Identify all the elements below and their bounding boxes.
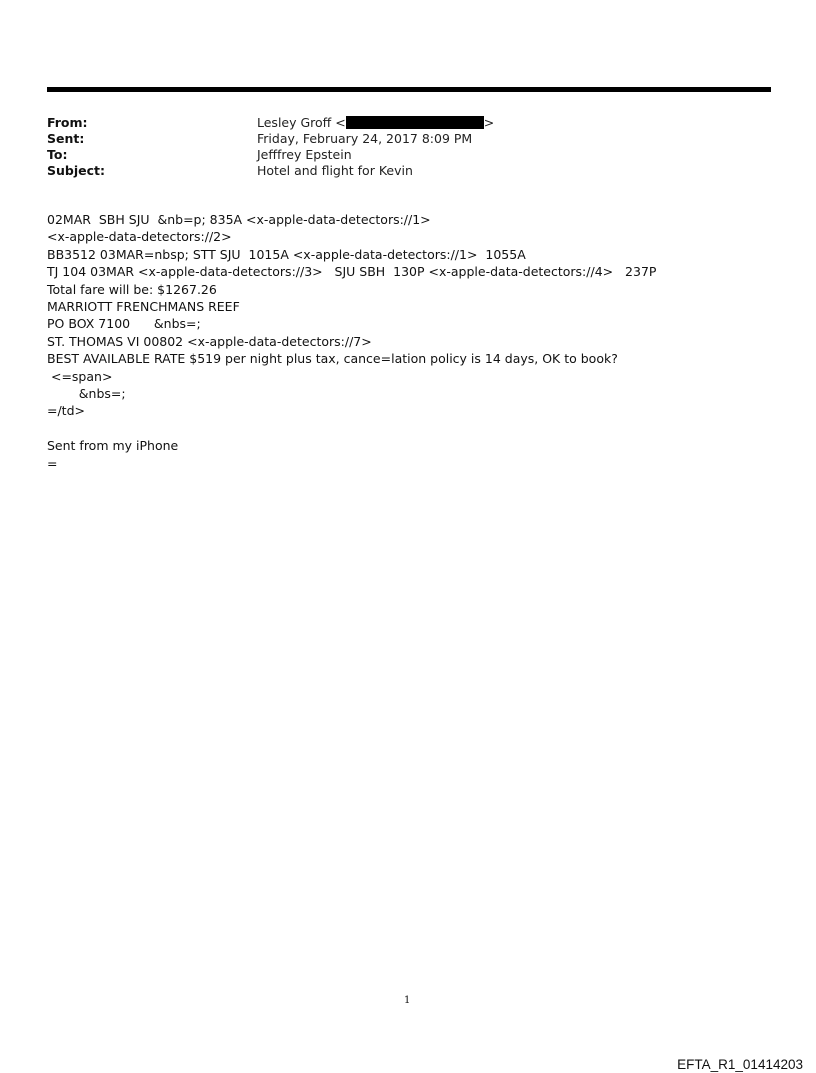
from-label: From: <box>47 115 88 130</box>
body-line: &nbs=; <box>47 386 126 402</box>
body-line: Sent from my iPhone <box>47 438 179 454</box>
header-divider <box>47 87 771 92</box>
body-line: MARRIOTT FRENCHMANS REEF <box>47 299 240 315</box>
sent-label: Sent: <box>47 131 85 146</box>
sender-name: Lesley Groff < <box>257 115 346 130</box>
email-close-bracket: > <box>483 115 495 130</box>
email-body <box>47 211 656 472</box>
body-line: PO BOX 7100 &nbs=; <box>47 316 201 332</box>
body-line: BB3512 03MAR=nbsp; STT SJU 1015A <x-apple-data-detectors://1> 1055A <box>47 246 526 262</box>
body-line: = <box>47 455 58 471</box>
body-line: <=span> <box>47 368 113 384</box>
redacted-email <box>346 116 484 129</box>
body-line: Total fare will be: $1267.26 <box>47 281 217 297</box>
body-line: TJ 104 03MAR <x-apple-data-detectors://3> SJU SBH 130P <x-apple-data-detectors://4> 237P <box>47 264 657 280</box>
body-line: 02MAR SBH SJU &nb=p; 835A <x-apple-data-detectors://1> <box>47 212 431 227</box>
body-line: BEST AVAILABLE RATE $519 per night plus tax, cance=lation policy is 14 days, OK to book? <box>47 351 618 367</box>
body-line: =/td> <box>47 403 85 419</box>
body-line: ST. THOMAS VI 00802 <x-apple-data-detectors://7> <box>47 333 372 349</box>
document-id: EFTA_R1_01414203 <box>677 1057 803 1072</box>
sent-value: Friday, February 24, 2017 8:09 PM <box>257 131 473 146</box>
to-label: To: <box>47 147 68 162</box>
from-value <box>257 115 494 131</box>
body-line <box>47 420 656 437</box>
body-line: <x-apple-data-detectors://2> <box>47 229 232 245</box>
subject-label: Subject: <box>47 163 105 178</box>
to-value: Jefffrey Epstein <box>257 147 352 162</box>
subject-value: Hotel and flight for Kevin <box>257 163 413 178</box>
page-number: 1 <box>404 995 411 1006</box>
